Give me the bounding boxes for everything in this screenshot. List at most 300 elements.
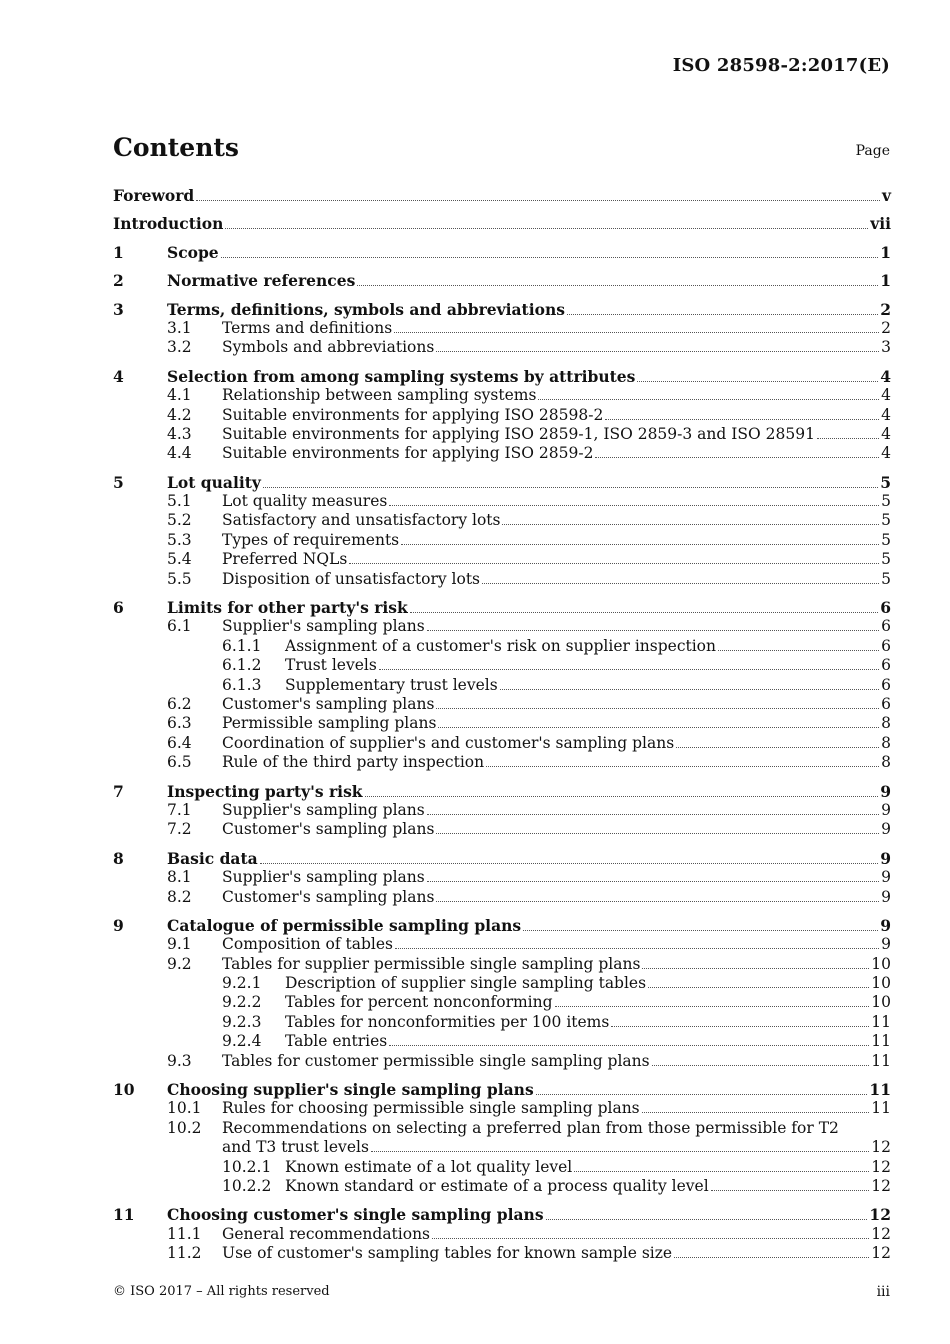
toc-entry-page: 2 [881,318,891,337]
dot-leader [357,284,878,286]
toc-entry[interactable] [113,1205,891,1224]
toc-entry-line [285,1158,891,1177]
toc-entry[interactable] [113,1225,891,1244]
dot-leader [652,1064,870,1066]
toc-entry-number: 11.1 [167,1224,202,1243]
toc-entry-title: Catalogue of permissible sampling plans [167,915,522,935]
toc-entry-title: Symbols and abbreviations [222,338,435,357]
toc-entry[interactable] [113,271,891,290]
toc-entry[interactable] [113,820,891,839]
toc-entry[interactable] [113,444,891,463]
toc-entry-title: Suitable environments for applying ISO 2859-2 [222,444,594,463]
dot-leader [263,486,878,488]
toc-entry-page: v [881,186,891,205]
toc-entry-page: 2 [880,299,891,319]
toc-entry-page: 9 [881,868,891,887]
dot-leader [523,929,878,931]
toc-entry-title: Inspecting party's risk [167,781,363,801]
toc-entry-page: 4 [881,405,891,424]
toc-header [113,133,890,165]
dot-leader [221,256,879,258]
toc-entry-line [222,695,891,714]
toc-entry-page: 4 [881,424,891,443]
toc-entry-title: Assignment of a customer's risk on supplier inspection [285,636,716,655]
toc-entry[interactable] [113,186,891,205]
toc-entry-number: 1 [113,242,124,262]
toc-entry[interactable] [113,367,891,386]
toc-entry-page: 1 [880,242,891,262]
toc-entry-title: Table entries [285,1032,388,1051]
toc-entry[interactable] [113,338,891,357]
toc-entry-line [222,617,891,636]
toc-entry-page: 9 [881,820,891,839]
toc-entry-number: 11 [113,1205,135,1225]
toc-entry-page: 11 [871,1051,891,1070]
toc-entry-number: 5 [113,472,124,492]
toc-entry-page: 5 [881,550,891,569]
toc-entry-line [222,714,891,733]
toc-entry-number: 10.1 [167,1099,202,1118]
toc-entry-title: Supplier's sampling plans [222,617,425,636]
toc-entry[interactable] [113,734,891,753]
toc-entry-number: 7.1 [167,800,192,819]
toc-entry-title: Basic data [167,848,258,868]
toc-entry-line [222,734,891,753]
dot-leader [389,1044,869,1046]
toc-entry-title: Choosing customer's single sampling plans [167,1205,544,1225]
toc-entry-page: 10 [871,974,891,993]
dot-leader [349,562,879,564]
toc-entry-page: 3 [881,338,891,357]
toc-entry-title: and T3 trust levels [222,1138,369,1157]
toc-entry-title: Rules for choosing permissible single sampling plans [222,1099,640,1118]
toc-entry-line [285,1177,891,1196]
toc-entry-number: 6.4 [167,733,192,752]
toc-entry-page: 5 [880,472,891,492]
toc-entry-page: 11 [871,1012,891,1031]
toc-entry-line [222,955,891,974]
toc-entry-number: 9.2.3 [222,1012,262,1031]
toc-entry-page: 9 [881,935,891,954]
toc-entry-number: 6.1.1 [222,636,262,655]
toc-entry-title: Trust levels [285,656,377,675]
toc-entry-page: 11 [871,1099,891,1118]
toc-entry-title: Supplier's sampling plans [222,868,425,887]
toc-entry-page: 4 [881,386,891,405]
toc-entry[interactable] [113,1080,891,1099]
toc-entry[interactable] [113,955,891,974]
toc-entry-page: 12 [871,1157,891,1176]
dot-leader [371,1150,869,1152]
dot-leader [817,437,879,439]
toc-entry-number: 5.3 [167,530,192,549]
toc-entry-number: 3.2 [167,338,192,357]
toc-entry-title: Tables for customer permissible single sampling plans [222,1051,650,1070]
toc-entry-title: Relationship between sampling systems [222,386,537,405]
toc-entry-number: 6.3 [167,714,192,733]
toc-entry[interactable] [113,243,891,262]
toc-entry[interactable] [113,714,891,733]
dot-leader [365,795,879,797]
toc-entry-line [222,1225,891,1244]
toc-entry-title: Description of supplier single sampling tables [285,974,647,993]
dot-leader [427,880,879,882]
toc-entry-title: Terms and definitions [222,318,393,337]
toc-entry-number: 9.2 [167,954,192,973]
toc-entry-number: 6.5 [167,753,192,772]
copyright-notice: © ISO 2017 – All rights reserved [113,1284,330,1299]
toc-entry-title: Customer's sampling plans [222,694,435,713]
toc-entry-line [285,637,891,656]
toc-entry-line [167,367,891,386]
dot-leader [567,313,878,315]
toc-entry-title: Lot quality measures [222,492,388,511]
toc-entry-page: 9 [880,781,891,801]
dot-leader [379,668,879,670]
toc-entry-page: 10 [871,954,891,973]
toc-entry[interactable] [113,1052,891,1071]
toc-entry[interactable] [113,1119,891,1138]
toc-entry-number: 4.2 [167,405,192,424]
toc-entry-title: Selection from among sampling systems by attributes [167,366,636,386]
toc-entry-page: 9 [881,887,891,906]
toc-entry-line [222,1099,891,1118]
toc-entry-number: 6.1 [167,617,192,636]
toc-entry[interactable] [113,868,891,887]
toc-entry-number: 6.2 [167,694,192,713]
toc-entry-page: 8 [881,733,891,752]
toc-entry-page: 9 [881,800,891,819]
dot-leader [486,765,879,767]
dot-leader [502,523,879,525]
toc-entry-number: 6 [113,598,124,618]
dot-leader [676,746,879,748]
toc-entry[interactable] [113,1138,891,1157]
toc-entry-title: Disposition of unsatisfactory lots [222,569,481,588]
toc-entry-page: 11 [871,1032,891,1051]
toc-entry-title: Types of requirements [222,530,400,549]
toc-entry-number: 5.4 [167,550,192,569]
toc-entry-title: Supplier's sampling plans [222,800,425,819]
dot-leader [410,611,878,613]
toc-entry[interactable] [113,214,891,233]
toc-entry[interactable] [113,656,891,675]
toc-entry-page: 5 [881,511,891,530]
toc-entry-title: Recommendations on selecting a preferred plan from those permissible for T2 [222,1118,839,1137]
toc-entry-line [113,214,891,233]
toc-entry-line [167,473,891,492]
toc-entry[interactable] [113,531,891,550]
page-column-label: Page [855,143,890,159]
dot-leader [394,331,879,333]
dot-leader [574,1170,869,1172]
toc-entry[interactable] [113,782,891,801]
toc-entry-page: 9 [880,915,891,935]
toc-entry-line [222,550,891,569]
toc-entry-page: 5 [881,569,891,588]
dot-leader [389,504,879,506]
toc-entry-page: vii [870,214,891,234]
toc-entry-number: 5.2 [167,511,192,530]
dot-leader [438,726,879,728]
toc-entry[interactable] [113,676,891,695]
toc-entry-number: 9.2.4 [222,1032,262,1051]
toc-entry-title: Tables for nonconformities per 100 items [285,1012,610,1031]
toc-entry-page: 6 [881,656,891,675]
toc-entry-line [167,598,891,617]
dot-leader [432,1237,869,1239]
toc-entry-title: Known standard or estimate of a process quality level [285,1176,709,1195]
toc-entry-line [167,1205,891,1224]
toc-entry-line [222,1138,891,1157]
toc-entry[interactable] [113,570,891,589]
toc-entry-line [222,444,891,463]
toc-entry-title: Limits for other party's risk [167,598,408,618]
toc-entry[interactable] [113,974,891,993]
toc-entry-number: 10.2.1 [222,1157,272,1176]
toc-entry-number: 4.3 [167,424,192,443]
toc-entry-title: Preferred NQLs [222,550,348,569]
toc-entry-number: 10.2 [167,1118,202,1137]
toc-entry[interactable] [113,1013,891,1032]
toc-entry-number: 9.2.1 [222,974,262,993]
toc-entry-number: 3 [113,299,124,319]
toc-entry[interactable] [113,386,891,405]
dot-leader [401,543,879,545]
toc-entry[interactable] [113,849,891,868]
dot-leader [711,1189,870,1191]
toc-entry-line [285,974,891,993]
toc-entry-line [285,676,891,695]
toc-entry-number: 8.2 [167,887,192,906]
dot-leader [546,1218,868,1220]
toc-entry-number: 3.1 [167,318,192,337]
toc-entry-line [222,338,891,357]
toc-entry-line [222,820,891,839]
toc-entry[interactable] [113,617,891,636]
toc-entry-title: Introduction [113,214,224,234]
toc-entry-page: 6 [881,617,891,636]
dot-leader [648,986,869,988]
dot-leader [436,707,879,709]
dot-leader [500,688,879,690]
toc-entry-number: 4.4 [167,444,192,463]
toc-entry[interactable] [113,1158,891,1177]
standard-identifier: ISO 28598-2:2017(E) [672,55,890,76]
toc-entry-number: 10 [113,1080,135,1100]
toc-entry-title: Suitable environments for applying ISO 2859-1, ISO 2859-3 and ISO 28591 [222,424,815,443]
toc-entry-line [222,1244,891,1263]
toc-entry-title: Lot quality [167,472,261,492]
toc-entry[interactable] [113,550,891,569]
toc-entry-line [222,1052,891,1071]
toc-entry[interactable] [113,935,891,954]
dot-leader [555,1005,870,1007]
toc-entry-page: 12 [869,1205,891,1225]
dot-leader [538,398,879,400]
toc-entry-line [222,386,891,405]
toc-entry-title: Use of customer's sampling tables for known sample size [222,1244,673,1263]
toc-entry-line [222,531,891,550]
toc-entry-number: 8 [113,848,124,868]
dot-leader [482,582,879,584]
toc-entry-line [222,511,891,530]
toc-entry-line [222,753,891,772]
toc-entry[interactable] [113,598,891,617]
toc-entry-page: 6 [880,598,891,618]
toc-entry-title: General recommendations [222,1224,431,1243]
toc-entry-number: 6.1.2 [222,656,262,675]
toc-entry-number: 4.1 [167,386,192,405]
toc-entry-title: Customer's sampling plans [222,887,435,906]
toc-entry-line [167,1080,891,1099]
dot-leader [196,199,880,201]
toc-entry[interactable] [113,319,891,338]
dot-leader [395,947,879,949]
toc-entry-number: 4 [113,366,124,386]
toc-entry-page: 6 [881,694,891,713]
dot-leader [436,350,879,352]
toc-entry-page: 4 [880,366,891,386]
page-number: iii [876,1284,890,1300]
toc-entry-number: 11.2 [167,1244,202,1263]
toc-entry-title: Suitable environments for applying ISO 28598-2 [222,405,604,424]
toc-entry-line [222,492,891,511]
toc-entry-line [167,849,891,868]
toc-entry-title: Terms, definitions, symbols and abbreviations [167,299,565,319]
toc-entry[interactable] [113,492,891,511]
toc-entry-line [222,935,891,954]
toc-entry-line [222,406,891,425]
toc-entry-number: 10.2.2 [222,1176,272,1195]
toc-entry-line [167,300,891,319]
toc-entry-number: 8.1 [167,868,192,887]
toc-entry-line [167,782,891,801]
dot-leader [436,832,879,834]
toc-entry[interactable] [113,1099,891,1118]
toc-entry-title: Composition of tables [222,935,393,954]
toc-entry-title: Foreword [113,186,195,205]
toc-entry-line [167,243,891,262]
toc-entry-page: 12 [871,1224,891,1243]
dot-leader [225,227,868,229]
toc-entry[interactable] [113,637,891,656]
toc-entry[interactable] [113,695,891,714]
toc-entry-number: 5.1 [167,492,192,511]
table-of-contents [113,186,891,1264]
toc-entry-title: Choosing supplier's single sampling plans [167,1080,534,1100]
toc-entry-page: 8 [881,714,891,733]
toc-entry[interactable] [113,993,891,1012]
toc-entry-page: 8 [881,753,891,772]
dot-leader [605,418,879,420]
toc-entry[interactable] [113,406,891,425]
dot-leader [637,380,878,382]
dot-leader [674,1256,869,1258]
toc-entry-title: Coordination of supplier's and customer's sampling plans [222,733,675,752]
toc-entry-page: 12 [871,1244,891,1263]
toc-entry-page: 12 [871,1138,891,1157]
dot-leader [642,1111,870,1113]
dot-leader [536,1093,868,1095]
toc-entry-line [222,319,891,338]
dot-leader [595,456,879,458]
toc-entry-number: 6.1.3 [222,675,262,694]
toc-entry-title: Known estimate of a lot quality level [285,1157,573,1176]
dot-leader [642,967,869,969]
toc-entry-number: 2 [113,271,124,291]
toc-entry-page: 12 [871,1176,891,1195]
toc-entry-line [222,888,891,907]
dot-leader [427,629,879,631]
toc-entry-page: 6 [881,636,891,655]
toc-entry-number: 9.3 [167,1051,192,1070]
toc-entry-title: Scope [167,242,219,262]
toc-entry-line [285,1013,891,1032]
toc-entry[interactable] [113,300,891,319]
toc-entry-title: Permissible sampling plans [222,714,437,733]
toc-entry-number: 7.2 [167,820,192,839]
toc-entry-number: 7 [113,781,124,801]
toc-entry-title: Rule of the third party inspection [222,753,485,772]
page-title: Contents [113,133,240,162]
toc-entry-line [167,916,891,935]
toc-entry[interactable] [113,1177,891,1196]
toc-entry-page: 5 [881,492,891,511]
dot-leader [611,1025,869,1027]
dot-leader [718,649,879,651]
toc-entry[interactable] [113,753,891,772]
toc-entry-line [167,271,891,290]
toc-entry[interactable] [113,511,891,530]
toc-entry-page: 10 [871,993,891,1012]
toc-entry[interactable] [113,888,891,907]
toc-entry-page: 9 [880,848,891,868]
dot-leader [260,862,879,864]
toc-entry-title: Customer's sampling plans [222,820,435,839]
toc-entry[interactable] [113,1032,891,1051]
toc-entry-page: 11 [869,1080,891,1100]
toc-entry-page: 5 [881,530,891,549]
toc-entry-line [222,801,891,820]
toc-entry-title: Tables for supplier permissible single sampling plans [222,954,641,973]
toc-entry-line [285,1032,891,1051]
toc-entry-page: 1 [880,271,891,291]
toc-entry-page: 6 [881,675,891,694]
dot-leader [427,813,879,815]
toc-entry-title: Tables for percent nonconforming [285,993,553,1012]
toc-entry[interactable] [113,425,891,444]
toc-entry-number: 9.1 [167,935,192,954]
toc-entry-title: Supplementary trust levels [285,675,498,694]
toc-entry-line [222,425,891,444]
toc-entry-line [222,570,891,589]
toc-entry-number: 9.2.2 [222,993,262,1012]
dot-leader [436,900,879,902]
toc-entry[interactable] [113,801,891,820]
toc-entry[interactable] [113,473,891,492]
toc-entry-title: Normative references [167,271,356,291]
toc-entry-page: 4 [881,444,891,463]
toc-entry[interactable] [113,916,891,935]
toc-entry-title: Satisfactory and unsatisfactory lots [222,511,501,530]
toc-entry-line [285,656,891,675]
toc-entry[interactable] [113,1244,891,1263]
toc-entry-line [222,868,891,887]
toc-entry-line [113,186,891,205]
toc-entry-line [285,993,891,1012]
toc-entry-number: 9 [113,915,124,935]
